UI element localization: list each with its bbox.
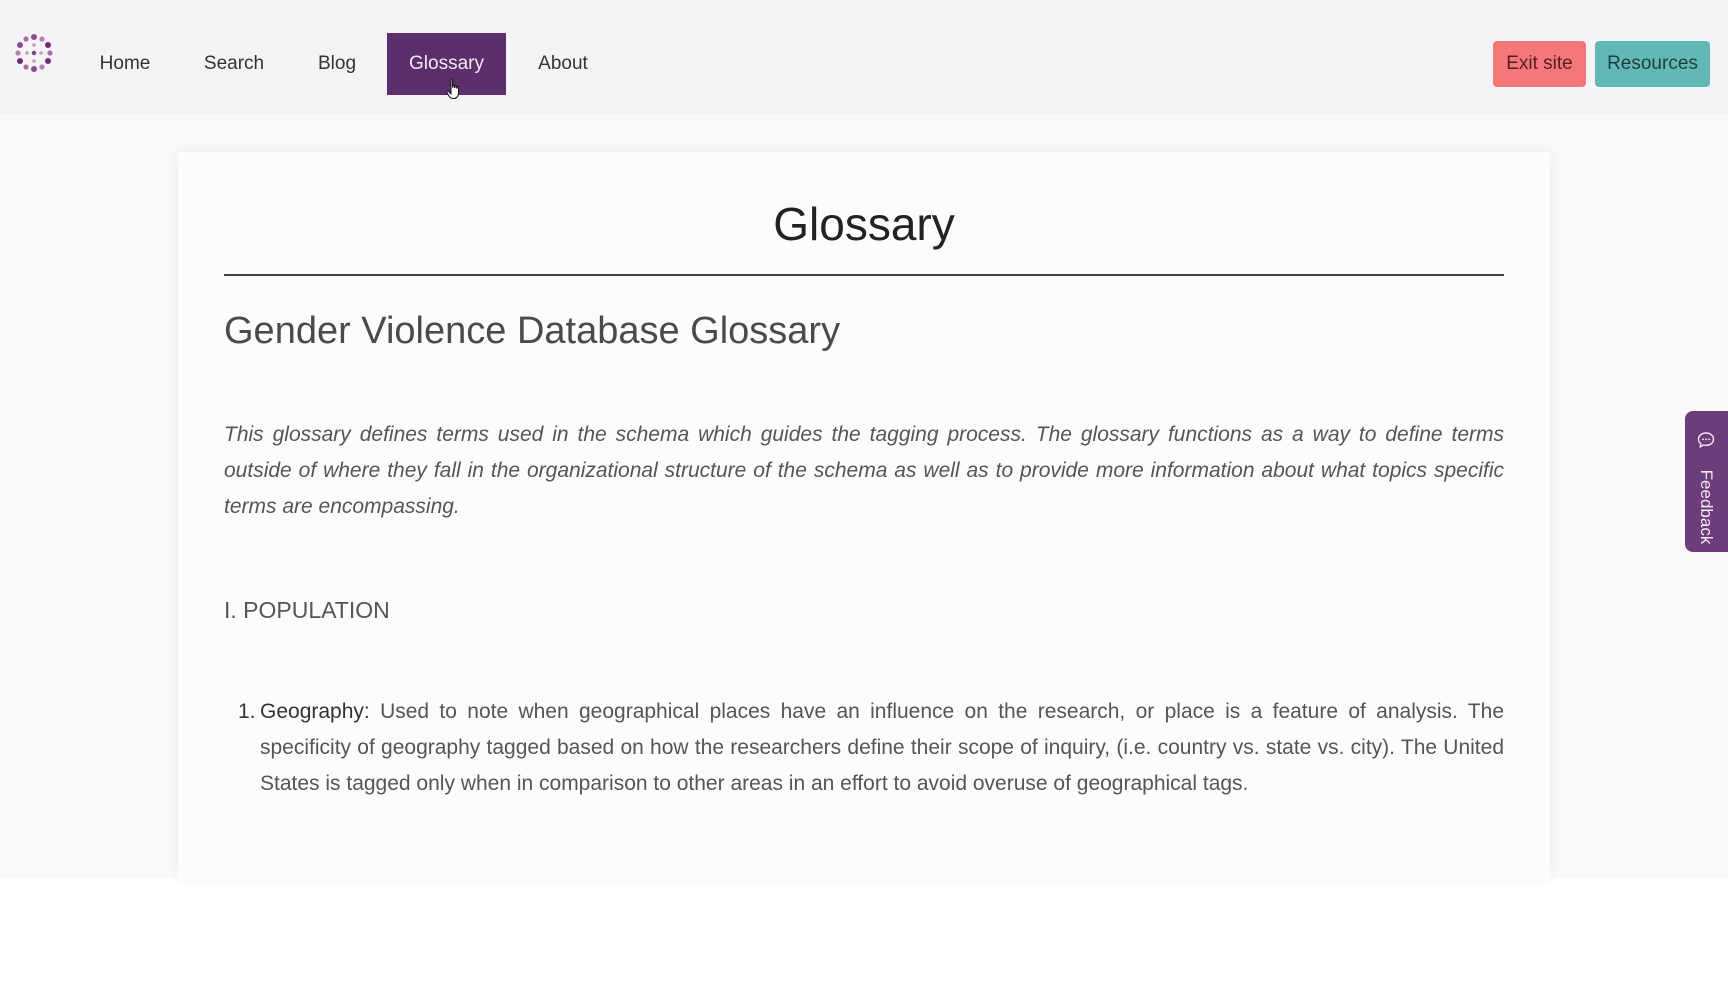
glossary-intro: This glossary defines terms used in the schema which guides the tagging process. The glossary functions as a way to define terms outside of where they fall in the organizational structure of the schema as well as to provide more information about what topics specific terms are encompassing. bbox=[224, 423, 1504, 518]
top-navigation-bar bbox=[0, 0, 1728, 114]
section-heading: I. POPULATION bbox=[224, 597, 390, 623]
glossary-card bbox=[178, 152, 1550, 879]
nav-blog[interactable]: Blog bbox=[317, 53, 357, 74]
glossary-list bbox=[224, 694, 1504, 802]
nav-search[interactable]: Search bbox=[203, 53, 265, 74]
resources-button[interactable]: Resources bbox=[1595, 41, 1710, 87]
hand-pointer-cursor-icon bbox=[446, 78, 462, 100]
list-item bbox=[260, 694, 1504, 802]
feedback-label: Feedback bbox=[1697, 469, 1716, 545]
glossary-subtitle: Gender Violence Database Glossary bbox=[224, 310, 841, 352]
feedback-tab[interactable] bbox=[1685, 411, 1728, 552]
chat-bubble-icon bbox=[1697, 431, 1715, 449]
nav-home[interactable]: Home bbox=[99, 53, 151, 74]
nav-glossary[interactable]: Glossary bbox=[387, 33, 506, 95]
site-logo[interactable] bbox=[14, 33, 54, 73]
title-divider bbox=[224, 274, 1504, 276]
nav-about[interactable]: About bbox=[538, 53, 588, 74]
page-title: Glossary bbox=[773, 198, 955, 250]
glossary-definition: Used to note when geographical places have an influence on the research, or place is a feature of analysis. The specificity of geography tagged based on how the researchers define their scope of inquiry, (i.e. country vs. state vs. city). The United States is tagged only when in comparison to other areas in an effort to avoid overuse of geographical tags. bbox=[260, 700, 1504, 795]
list-item-number: 1. bbox=[238, 700, 256, 723]
exit-site-button[interactable]: Exit site bbox=[1493, 41, 1586, 87]
glossary-term: Geography: bbox=[260, 700, 370, 723]
